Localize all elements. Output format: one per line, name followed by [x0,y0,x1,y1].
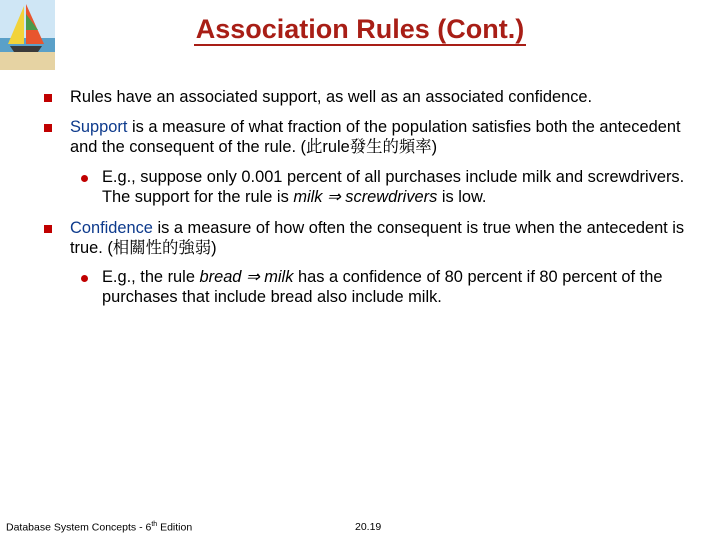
bullet-rules-support-confidence [70,87,690,107]
bullet-marker [44,124,52,132]
sub-bullet-confidence-example [102,267,692,307]
sub-bullet-text: E.g., the rule [102,268,200,286]
sub-bullet-marker [81,275,88,282]
footer-book-title [6,521,192,534]
sub-bullet-text-end: is low. [437,188,487,206]
footer-edition-sup: th [151,521,158,528]
rule-milk-screwdrivers: milk ⇒ screwdrivers [293,188,438,206]
sub-bullet-text-end: has a confidence of 80 percent if 80 percent of the purchases that include bread also include milk. [102,268,663,306]
sub-bullet-support-example [102,167,692,207]
bullet-text: is a measure of what fraction of the population satisfies both the antecedent and the consequent of the rule. (此rule發生的頻率) [70,118,681,156]
bullet-confidence-definition [70,218,690,258]
sub-bullet-marker [81,175,88,182]
footer-edition-text: Edition [157,521,193,534]
footer-page-number: 20.19 [355,521,382,533]
rule-bread-milk: bread ⇒ milk [199,268,294,286]
bullet-text: is a measure of how often the consequent is true when the antecedent is true. (相關性的強弱) [70,219,685,257]
sub-bullet-text: E.g., suppose only 0.001 percent of all purchases include milk and screwdrivers. The support for the rule is [102,168,685,206]
term-confidence: Confidence [70,219,153,237]
bullet-text: Rules have an associated support, as well as an associated confidence. [70,88,593,106]
slide-title [0,14,720,45]
footer-book-title-text: Database System Concepts - 6 [6,521,152,534]
bullet-marker [44,225,52,233]
bullet-marker [44,94,52,102]
slide-title-text: Association Rules (Cont.) [195,14,525,44]
term-support: Support [70,118,128,136]
bullet-support-definition [70,117,690,157]
